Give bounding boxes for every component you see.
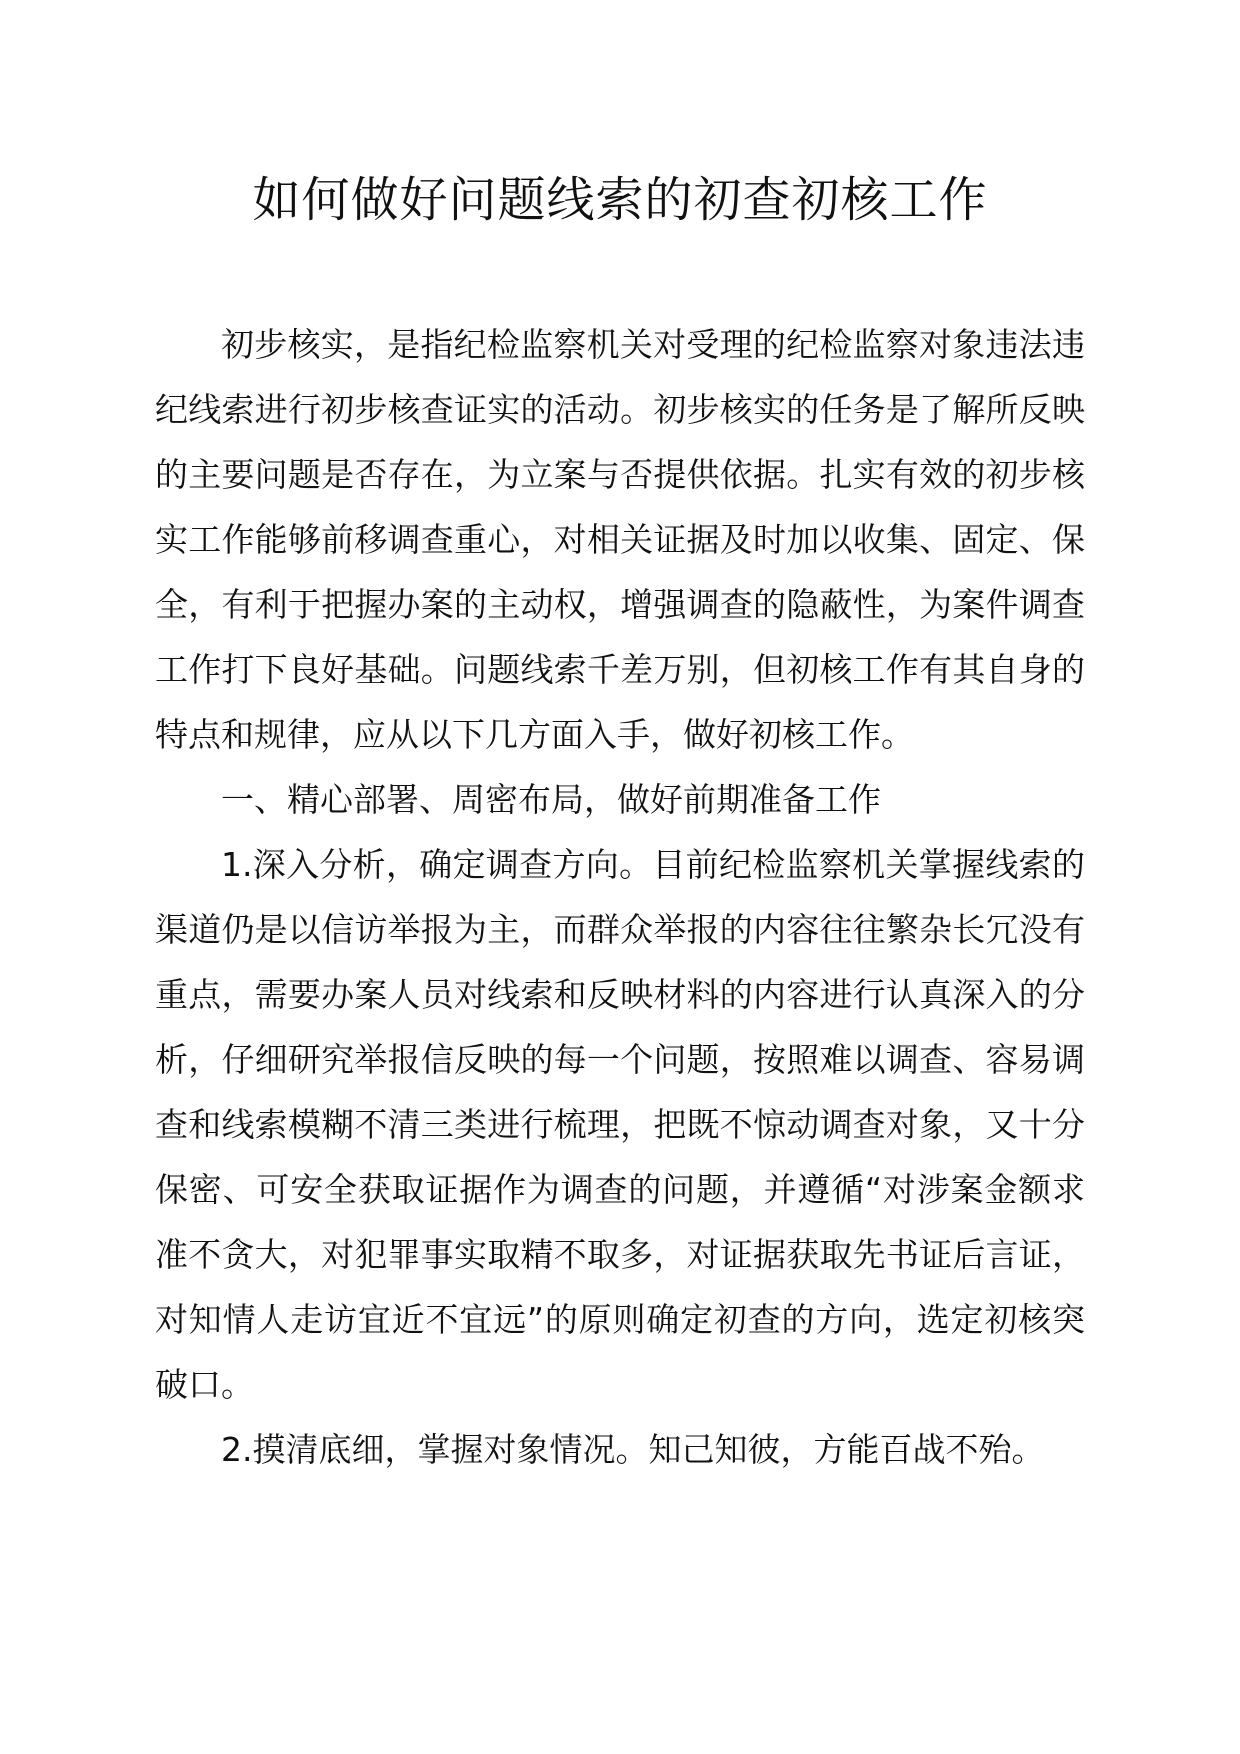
document-body (155, 312, 1085, 1482)
intro-paragraph: 初步核实，是指纪检监察机关对受理的纪检监察对象违法违纪线索进行初步核查证实的活动。初步核实的任务是了解所反映的主要问题是否存在，为立案与否提供依据。扎实有效的初步核实工作能够前移调查重心，对相关证据及时加以收集、固定、保全，有利于把握办案的主动权，增强调查的隐蔽性，为案件调查工作打下良好基础。问题线索千差万别，但初核工作有其自身的特点和规律，应从以下几方面入手，做好初核工作。 (155, 325, 1085, 754)
section-heading: 一、精心部署、周密布局，做好前期准备工作 (221, 780, 881, 819)
document-title: 如何做好问题线索的初查初核工作 (252, 172, 988, 228)
point-2-paragraph: 2.摸清底细，掌握对象情况。知己知彼，方能百战不殆。 (221, 1430, 1045, 1469)
point-1-paragraph: 1.深入分析，确定调查方向。目前纪检监察机关掌握线索的渠道仍是以信访举报为主，而群众举报的内容往往繁杂长冗没有重点，需要办案人员对线索和反映材料的内容进行认真深入的分析，仔细研究举报信反映的每一个问题，按照难以调查、容易调查和线索模糊不清三类进行梳理，把既不惊动调查对象，又十分保密、可安全获取证据作为调查的问题，并遵循“对涉案金额求准不贪大，对犯罪事实取精不取多，对证据获取先书证后言证，对知情人走访宜近不宜远”的原则确定初查的方向，选定初核突破口。 (155, 845, 1085, 1404)
